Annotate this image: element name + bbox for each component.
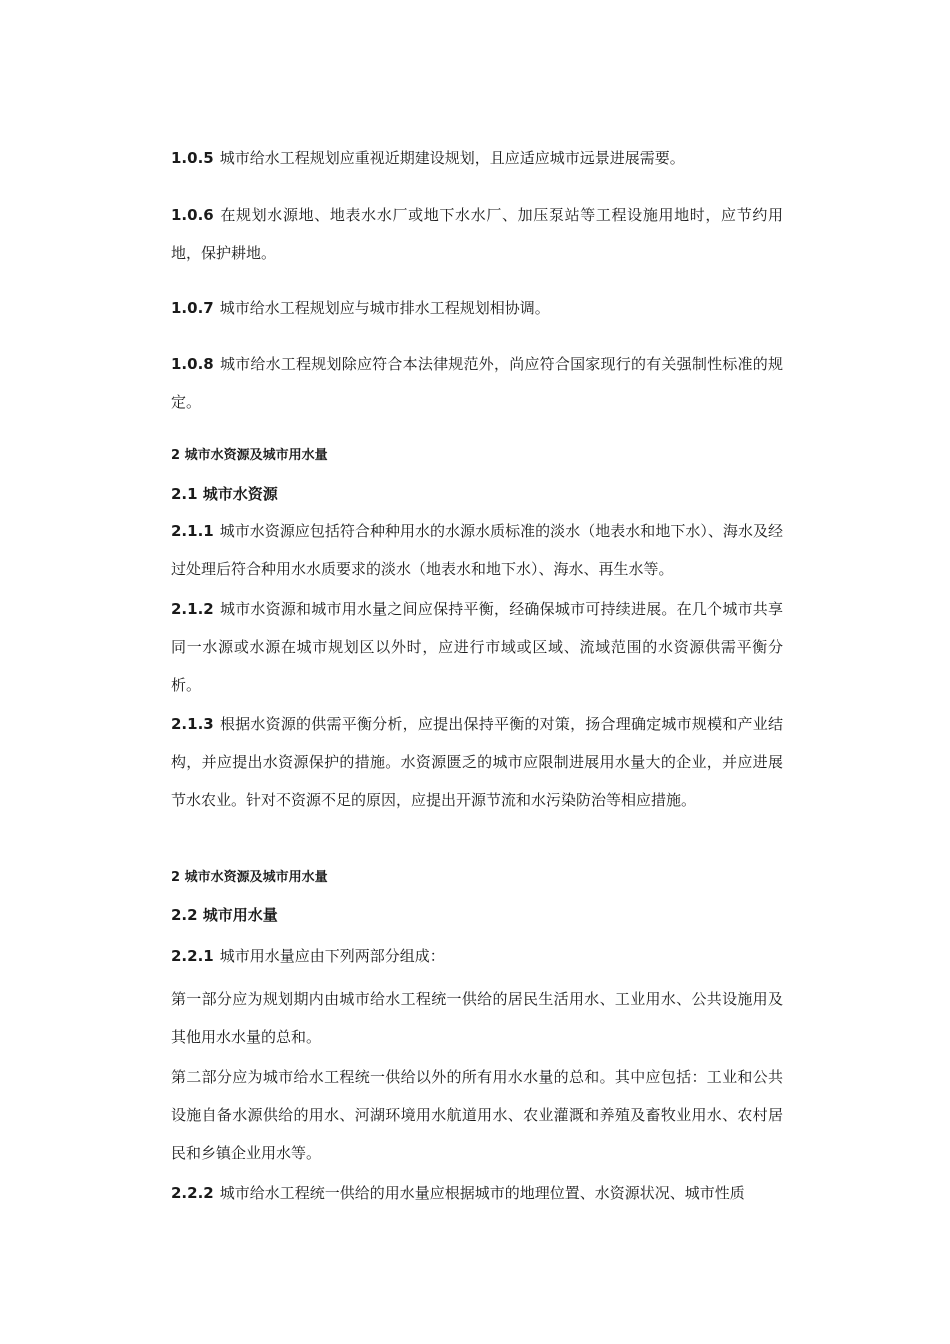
clause-2-1-1	[171, 512, 783, 588]
clause-number: 1.0.5	[171, 149, 214, 167]
clause-text: 在规划水源地、地表水水厂或地下水水厂、加压泵站等工程设施用地时，应节约用地，保护耕地。	[171, 206, 783, 262]
clause-text: 城市水资源应包括符合种种用水的水源水质标准的淡水（地表水和地下水）、海水及经过处理后符合种用水水质要求的淡水（地表水和地下水）、海水、再生水等。	[171, 522, 783, 578]
clause-number: 1.0.8	[171, 355, 214, 373]
clause-number: 1.0.6	[171, 206, 214, 224]
clause-1-0-8	[171, 345, 783, 421]
clause-2-1-3	[171, 705, 783, 819]
chapter-heading: 2 城市水资源及城市用水量	[171, 870, 328, 885]
clause-number: 2.2.2	[171, 1184, 214, 1202]
clause-text: 城市水资源和城市用水量之间应保持平衡，经确保城市可持续进展。在几个城市共享同一水源或水源在城市规划区以外时，应进行市域或区域、流域范围的水资源供需平衡分析。	[171, 600, 783, 694]
clause-1-0-7	[171, 289, 783, 327]
section-heading: 2.2 城市用水量	[171, 906, 278, 924]
clause-2-2-1	[171, 937, 783, 975]
section-heading: 2.1 城市水资源	[171, 485, 278, 503]
clause-text: 根据水资源的供需平衡分析，应提出保持平衡的对策，扬合理确定城市规模和产业结构，并应提出水资源保护的措施。水资源匮乏的城市应限制进展用水量大的企业，并应进展节水农业。针对不资源不足的原因，应提出开源节流和水污染防治等相应措施。	[171, 715, 783, 809]
clause-text: 城市给水工程规划应重视近期建设规划，且应适应城市远景进展需要。	[219, 149, 685, 167]
chapter-heading: 2 城市水资源及城市用水量	[171, 448, 328, 463]
clause-number: 2.1.3	[171, 715, 214, 733]
clause-text: 城市给水工程规划除应符合本法律规范外，尚应符合国家现行的有关强制性标准的规定。	[171, 355, 783, 411]
clause-1-0-6	[171, 196, 783, 272]
clause-text: 城市给水工程统一供给的用水量应根据城市的地理位置、水资源状况、城市性质	[219, 1184, 745, 1202]
paragraph-part-one: 第一部分应为规划期内由城市给水工程统一供给的居民生活用水、工业用水、公共设施用及其他用水水量的总和。	[171, 990, 783, 1046]
clause-2-1-2	[171, 590, 783, 704]
clause-text: 城市给水工程规划应与城市排水工程规划相协调。	[219, 299, 550, 317]
clause-1-0-5	[171, 139, 783, 177]
clause-text: 城市用水量应由下列两部分组成：	[219, 947, 445, 965]
clause-number: 2.1.1	[171, 522, 214, 540]
paragraph-part-two: 第二部分应为城市给水工程统一供给以外的所有用水水量的总和。其中应包括：工业和公共设施自备水源供给的用水、河湖环境用水航道用水、农业灌溉和养殖及畜牧业用水、农村居民和乡镇企业用水等。	[171, 1068, 783, 1162]
clause-number: 1.0.7	[171, 299, 214, 317]
clause-2-2-2	[171, 1174, 783, 1212]
clause-number: 2.2.1	[171, 947, 214, 965]
clause-number: 2.1.2	[171, 600, 214, 618]
